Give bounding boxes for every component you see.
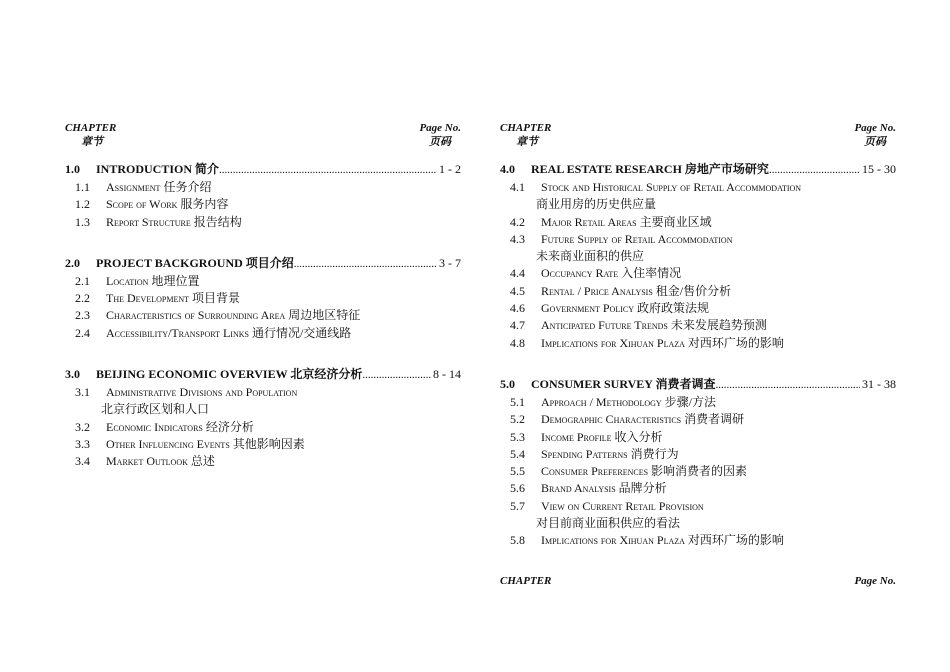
subsection-number: 3.3 [75, 436, 90, 451]
toc-subsection-item[interactable] [65, 179, 461, 196]
subsection-title: Other Influencing Events 其他影响因素 [106, 436, 305, 451]
toc-left-column [65, 121, 461, 471]
subsection-number: 4.4 [510, 266, 525, 281]
toc-subsection-item[interactable] [500, 231, 896, 248]
bottom-column-header [500, 574, 896, 588]
toc-subsection-item[interactable] [500, 498, 896, 515]
subsection-number: 5.3 [510, 429, 525, 444]
subsection-title: Stock and Historical Supply of Retail Accommodation [541, 180, 802, 194]
subsection-title-continuation: 商业用房的历史供应量 [536, 197, 657, 212]
toc-subsection-item[interactable] [65, 214, 461, 231]
column-header [65, 121, 461, 149]
subsection-number: 4.1 [510, 180, 525, 194]
toc-section-heading[interactable] [500, 161, 896, 179]
subsection-number: 3.4 [75, 454, 90, 469]
page-no-heading: Page No. [854, 575, 896, 587]
subsection-number: 5.7 [510, 498, 525, 513]
toc-section-heading[interactable] [65, 366, 461, 384]
toc-subsection-item[interactable] [65, 436, 461, 453]
subsection-number: 5.8 [510, 533, 525, 548]
subsection-title: Income Profile 收入分析 [541, 429, 663, 444]
subsection-title: Scope of Work 服务内容 [106, 197, 229, 212]
subsection-number: 1.1 [75, 180, 90, 194]
subsection-title: View on Current Retail Provision [541, 498, 704, 513]
subsection-number: 5.2 [510, 412, 525, 427]
dot-leader [219, 162, 437, 179]
toc-subsection-item[interactable] [500, 463, 896, 480]
subsection-title: Characteristics of Surrounding Area 周边地区特征 [106, 308, 361, 323]
section-page-range: 1 - 2 [439, 162, 461, 176]
section-page-range: 15 - 30 [862, 162, 896, 176]
toc-section-heading[interactable] [65, 255, 461, 273]
subsection-title: Accessibility/Transport Links 通行情况/交通线路 [106, 325, 352, 340]
toc-subsection-item[interactable] [500, 214, 896, 231]
section-number: 4.0 [500, 162, 515, 176]
subsection-title: Implications for Xihuan Plaza 对西环广场的影响 [541, 533, 784, 548]
subsection-title: Economic Indicators 经济分析 [106, 419, 254, 434]
subsection-title: Consumer Preferences 影响消费者的因素 [541, 464, 748, 479]
toc-subsection-item[interactable] [500, 532, 896, 549]
section-page-range: 3 - 7 [439, 255, 461, 270]
toc-subsection-item[interactable] [65, 273, 461, 290]
subsection-title: Report Structure 报告结构 [106, 214, 242, 229]
page-no-heading-block [419, 121, 461, 149]
subsection-title: The Development 项目背景 [106, 291, 240, 306]
toc-subsection-item[interactable] [65, 384, 461, 401]
toc-subsection-item[interactable] [500, 480, 896, 497]
subsection-title-continuation: 未来商业面积的供应 [536, 249, 645, 264]
section-title: CONSUMER SURVEY 消费者调查 [531, 376, 716, 391]
toc-subsection-item[interactable] [500, 179, 896, 196]
subsection-title: Anticipated Future Trends 未来发展趋势预测 [541, 318, 767, 333]
chapter-heading: CHAPTER [65, 122, 117, 134]
subsection-number: 2.3 [75, 308, 90, 323]
subsection-number: 4.7 [510, 318, 525, 333]
subsection-number: 4.8 [510, 335, 525, 350]
toc-subsection-item[interactable] [500, 265, 896, 282]
page-no-heading: Page No. [419, 122, 461, 134]
section-number: 1.0 [65, 162, 80, 176]
subsection-title: Major Retail Areas 主要商业区域 [541, 214, 712, 229]
toc-subsection-item[interactable] [65, 419, 461, 436]
section-number: 5.0 [500, 376, 515, 391]
subsection-title: Location 地理位置 [106, 273, 200, 288]
section-number: 2.0 [65, 255, 80, 270]
chapter-heading: CHAPTER [500, 575, 552, 587]
dot-leader [362, 367, 431, 384]
subsection-number: 1.2 [75, 197, 90, 212]
toc-subsection-item[interactable] [65, 290, 461, 307]
subsection-number: 2.4 [75, 325, 90, 340]
subsection-number: 3.2 [75, 419, 90, 434]
subsection-title: Rental / Price Analysis 租金/售价分析 [541, 283, 732, 298]
toc-subsection-item[interactable] [500, 335, 896, 352]
subsection-title: Market Outlook 总述 [106, 454, 215, 469]
section-spacer [65, 342, 461, 356]
section-title: PROJECT BACKGROUND 项目介绍 [96, 255, 294, 270]
subsection-number: 5.6 [510, 481, 525, 496]
toc-section-heading[interactable] [65, 161, 461, 179]
subsection-title: Brand Analysis 品牌分析 [541, 481, 667, 496]
subsection-title-continuation: 北京行政区划和人口 [101, 402, 210, 417]
dot-leader [715, 377, 860, 394]
column-header [500, 121, 896, 149]
toc-subsection-item[interactable] [500, 283, 896, 300]
subsection-title: Approach / Methodology 步骤/方法 [541, 394, 717, 409]
subsection-title: Occupancy Rate 入住率情况 [541, 266, 682, 281]
section-spacer [65, 231, 461, 245]
section-title: REAL ESTATE RESEARCH 房地产市场研究 [531, 162, 769, 176]
section-spacer [500, 352, 896, 366]
subsection-number: 5.1 [510, 394, 525, 409]
section-page-range: 31 - 38 [862, 376, 896, 391]
toc-subsection-item[interactable] [500, 394, 896, 411]
toc-subsection-item[interactable] [65, 307, 461, 324]
section-title: INTRODUCTION 简介 [96, 162, 220, 176]
page-no-heading-zh: 页码 [429, 136, 451, 148]
subsection-number: 4.6 [510, 301, 525, 316]
toc-subsection-item[interactable] [500, 317, 896, 334]
page-no-heading-zh: 页码 [864, 136, 886, 148]
section-number: 3.0 [65, 367, 80, 382]
subsection-number: 4.2 [510, 214, 525, 229]
subsection-title: Government Policy 政府政策法规 [541, 301, 710, 316]
toc-subsection-item[interactable] [500, 300, 896, 317]
dot-leader [294, 256, 437, 273]
toc-subsection-item[interactable] [65, 453, 461, 470]
page-no-heading-block [854, 121, 896, 149]
subsection-number: 4.3 [510, 231, 525, 246]
section-page-range: 8 - 14 [433, 367, 461, 382]
chapter-heading-block [65, 121, 116, 149]
subsection-number: 5.5 [510, 464, 525, 479]
page-no-heading: Page No. [854, 122, 896, 134]
subsection-number: 1.3 [75, 214, 90, 229]
subsection-title-continuation: 对目前商业面积供应的看法 [536, 516, 681, 531]
chapter-heading-block [500, 121, 551, 149]
subsection-number: 3.1 [75, 385, 90, 400]
toc-right-column [500, 121, 896, 550]
subsection-title: Implications for Xihuan Plaza 对西环广场的影响 [541, 335, 784, 350]
subsection-title: Assignment 任务介绍 [106, 180, 212, 194]
toc-subsection-item[interactable] [500, 429, 896, 446]
toc-subsection-item[interactable] [500, 446, 896, 463]
chapter-heading-zh: 章节 [81, 136, 103, 148]
subsection-number: 2.1 [75, 273, 90, 288]
subsection-title: Demographic Characteristics 消费者调研 [541, 412, 745, 427]
chapter-heading-zh: 章节 [516, 136, 538, 148]
subsection-number: 2.2 [75, 291, 90, 306]
subsection-number: 4.5 [510, 283, 525, 298]
toc-subsection-item[interactable] [500, 411, 896, 428]
chapter-heading: CHAPTER [500, 122, 552, 134]
subsection-title: Administrative Divisions and Population [106, 385, 298, 400]
subsection-number: 5.4 [510, 446, 525, 461]
toc-subsection-item[interactable] [65, 325, 461, 342]
dot-leader [769, 162, 860, 179]
subsection-title: Spending Patterns 消费行为 [541, 446, 679, 461]
toc-section-heading[interactable] [500, 376, 896, 394]
toc-subsection-item[interactable] [65, 196, 461, 213]
subsection-title: Future Supply of Retail Accommodation [541, 231, 733, 246]
section-title: BEIJING ECONOMIC OVERVIEW 北京经济分析 [96, 367, 363, 382]
